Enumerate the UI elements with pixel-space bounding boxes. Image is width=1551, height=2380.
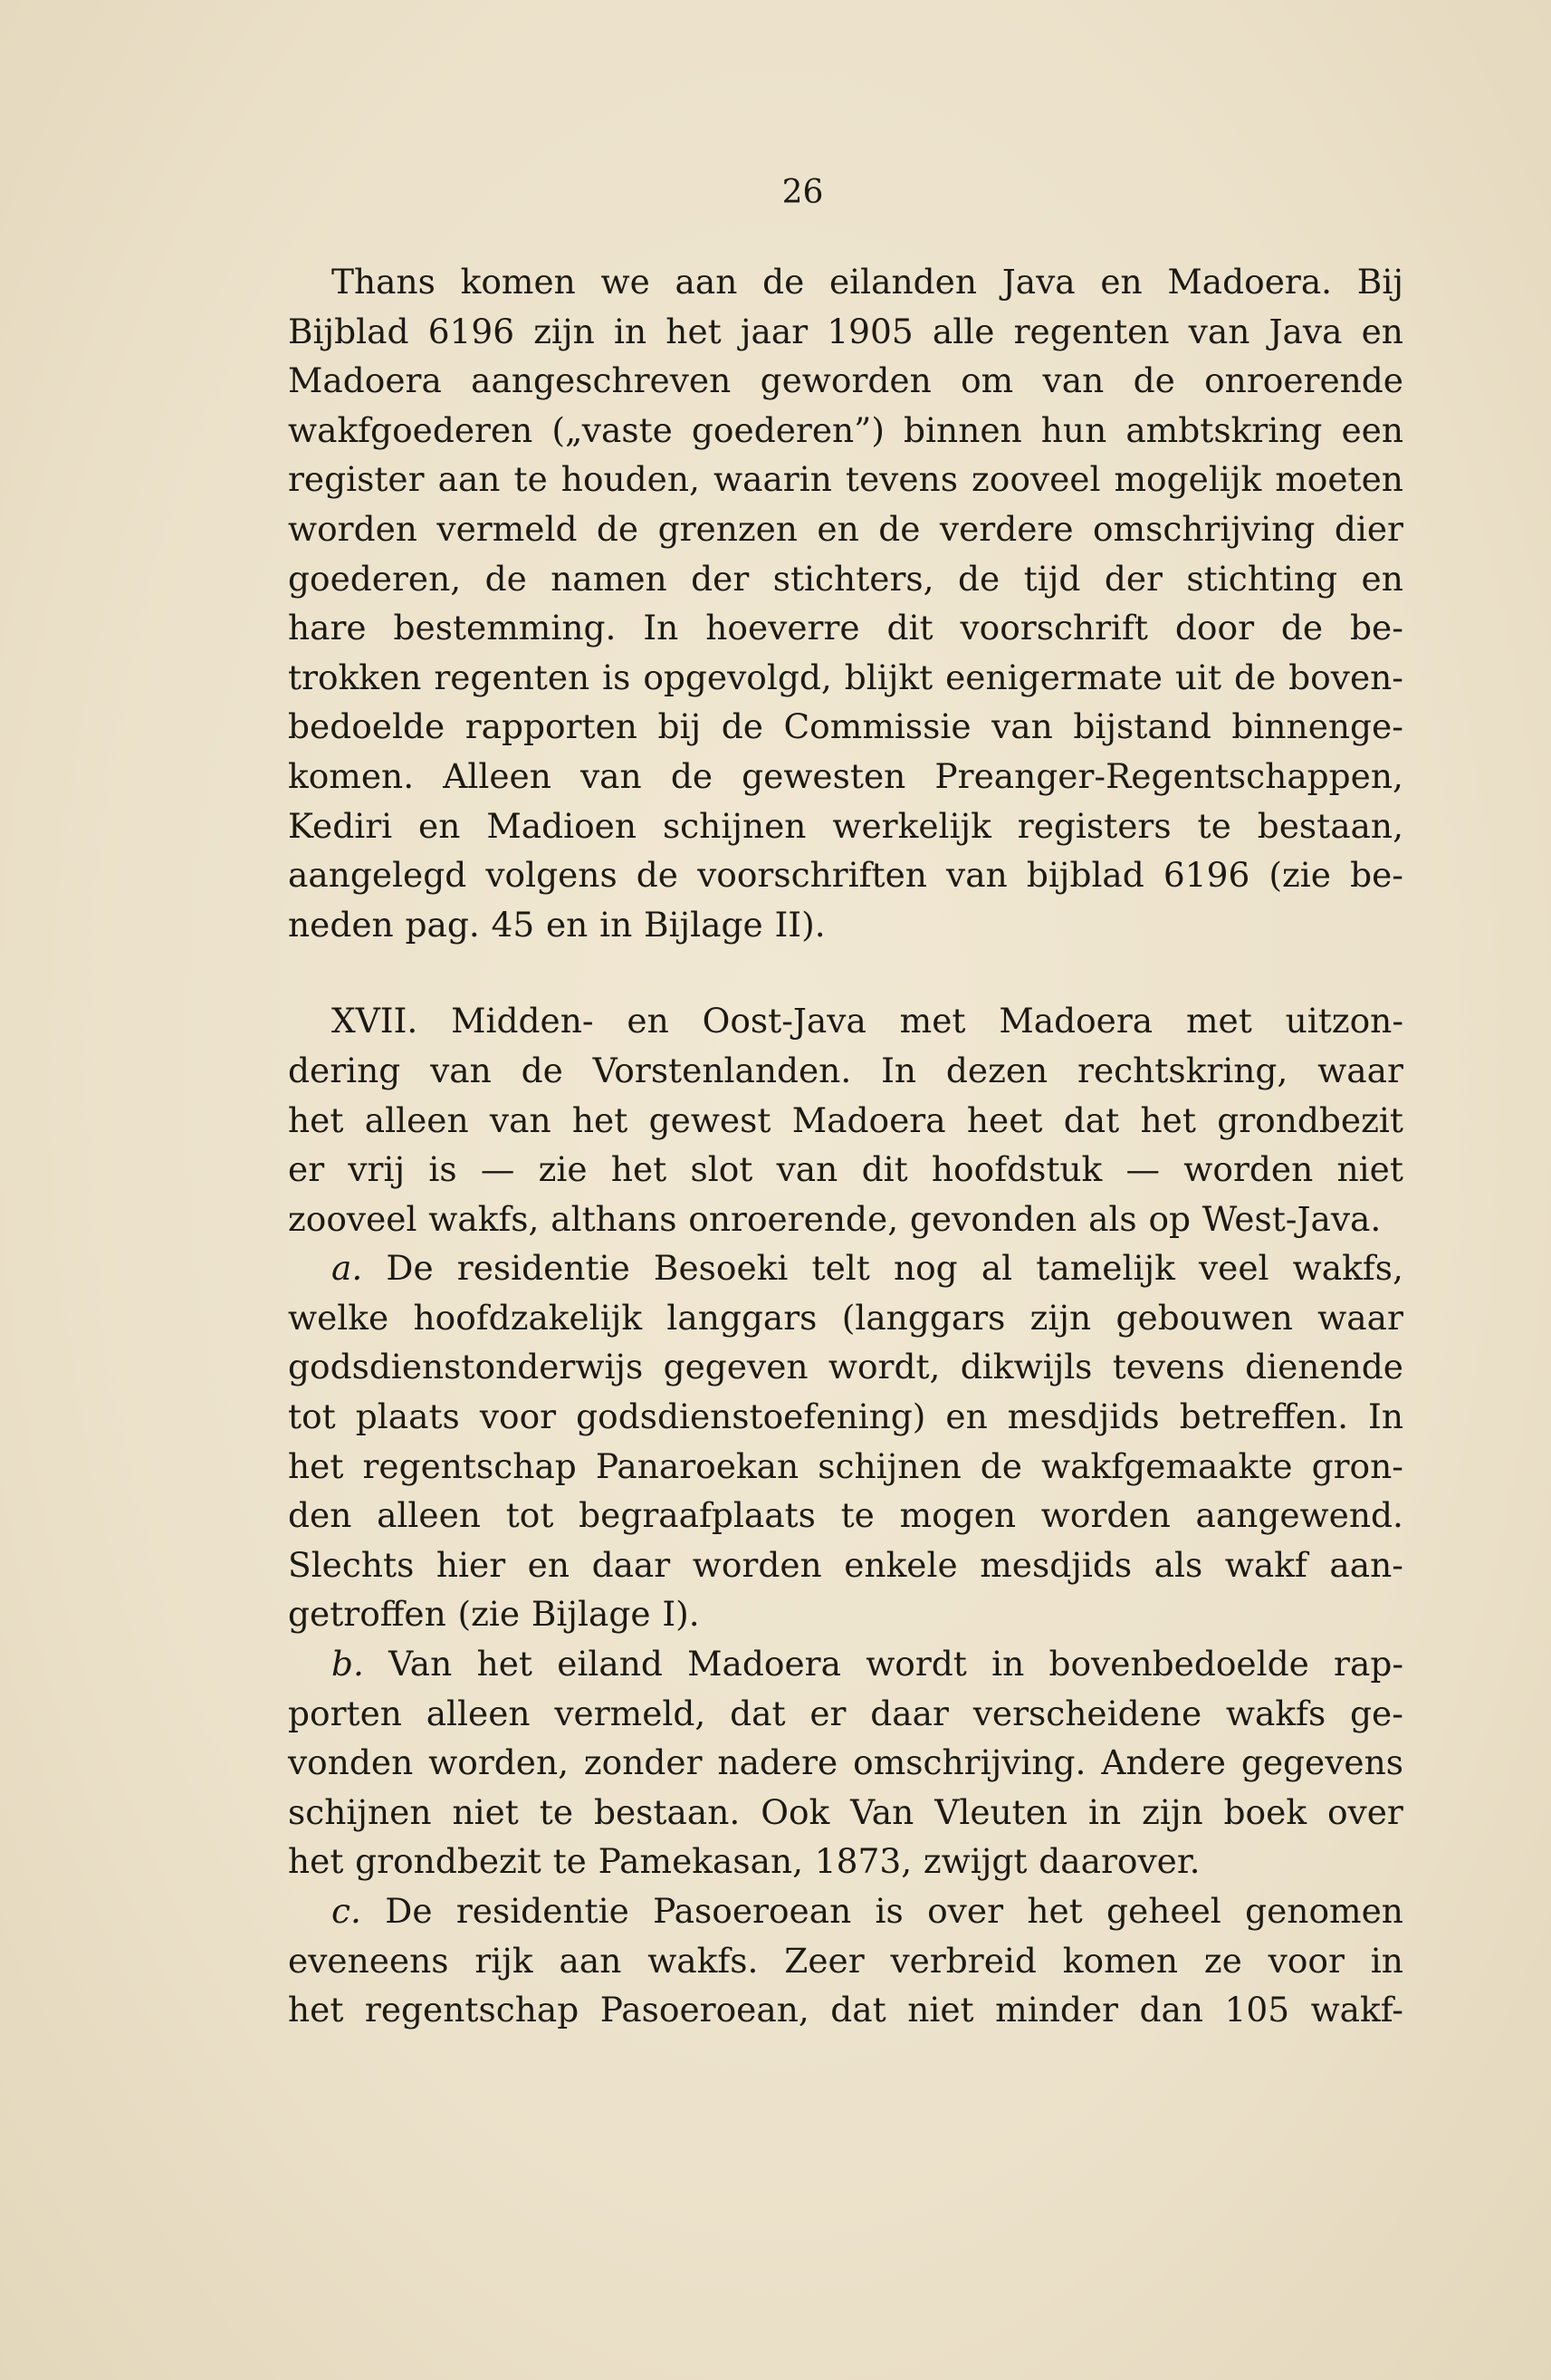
text-line: Bijblad 6196 zijn in het jaar 1905 alle regenten van Java en bbox=[288, 311, 1403, 351]
text-line: tot plaats voor godsdienstoefening) en mesdjids betreffen. In bbox=[288, 1396, 1403, 1437]
text-line: Thans komen we aan de eilanden Java en Madoera. Bij bbox=[331, 262, 1403, 302]
text-line: b. Van het eiland Madoera wordt in bovenbedoelde rap- bbox=[288, 1639, 1403, 1689]
text-line: XVII. Midden- en Oost-Java met Madoera met uitzon- bbox=[331, 1001, 1403, 1041]
text-line: godsdienstonderwijs gegeven wordt, dikwijls tevens dienende bbox=[288, 1347, 1403, 1387]
text-line: Kediri en Madioen schijnen werkelijk registers te bestaan, bbox=[288, 805, 1403, 846]
text-line: vonden worden, zonder nadere omschrijving. Andere gegevens bbox=[288, 1742, 1403, 1783]
enumeration-label: a. bbox=[331, 1248, 363, 1289]
text-line: schijnen niet te bestaan. Ook Van Vleuten in zijn boek over bbox=[288, 1791, 1403, 1832]
text-line: wakfgoederen („vaste goederen”) binnen hun ambtskring een bbox=[288, 409, 1403, 450]
text-line: welke hoofdzakelijk langgars (langgars zijn gebouwen waar bbox=[288, 1297, 1403, 1338]
paragraph-gap bbox=[288, 949, 1403, 996]
text-line: het alleen van het gewest Madoera heet dat het grondbezit bbox=[288, 1099, 1403, 1140]
text-line: porten alleen vermeld, dat er daar verscheidene wakfs ge- bbox=[288, 1693, 1403, 1733]
paragraph-p1 bbox=[288, 257, 1403, 949]
text-line: dering van de Vorstenlanden. In dezen rechtskring, waar bbox=[288, 1050, 1403, 1090]
text-line: komen. Alleen van de gewesten Preanger-Regentschappen, bbox=[288, 755, 1403, 796]
text-line: goederen, de namen der stichters, de tijd der stichting en bbox=[288, 558, 1403, 599]
text-line: hare bestemming. In hoeverre dit voorschrift door de be- bbox=[288, 608, 1403, 648]
text-line: het regentschap Pasoeroean, dat niet minder dan 105 wakf- bbox=[288, 1990, 1403, 2030]
enumeration-label: c. bbox=[331, 1891, 361, 1931]
body-text bbox=[288, 257, 1403, 2035]
text-line: er vrij is — zie het slot van dit hoofdstuk — worden niet bbox=[288, 1149, 1403, 1190]
paragraph-p3 bbox=[288, 1243, 1403, 1639]
text-line: eveneens rijk aan wakfs. Zeer verbreid komen ze voor in bbox=[288, 1940, 1403, 1981]
text-line: Madoera aangeschreven geworden om van de onroerende bbox=[288, 360, 1403, 401]
text-line: trokken regenten is opgevolgd, blijkt eenigermate uit de boven- bbox=[288, 657, 1403, 697]
text-line: Slechts hier en daar worden enkele mesdjids als wakf aan- bbox=[288, 1544, 1403, 1585]
text-line: worden vermeld de grenzen en de verdere omschrijving dier bbox=[288, 508, 1403, 549]
page-number: 26 bbox=[781, 174, 824, 211]
text-line: zooveel wakfs, althans onroerende, gevonden als op West-Java. bbox=[288, 1198, 1382, 1239]
text-line: den alleen tot begraafplaats te mogen worden aangewend. bbox=[288, 1495, 1403, 1536]
text-line: c. De residentie Pasoeroean is over het geheel genomen bbox=[288, 1886, 1403, 1936]
text-line: register aan te houden, waarin tevens zooveel mogelijk moeten bbox=[288, 459, 1403, 500]
paragraph-p5 bbox=[288, 1886, 1403, 2035]
text-line: neden pag. 45 en in Bijlage II). bbox=[288, 904, 826, 945]
paragraph-p4 bbox=[288, 1639, 1403, 1886]
text-line: getroffen (zie Bijlage I). bbox=[288, 1594, 700, 1635]
text-line: a. De residentie Besoeki telt nog al tamelijk veel wakfs, bbox=[288, 1243, 1403, 1293]
text-line: het grondbezit te Pamekasan, 1873, zwijgt daarover. bbox=[288, 1841, 1201, 1882]
paragraph-p2 bbox=[288, 996, 1403, 1243]
text-line: het regentschap Panaroekan schijnen de wakfgemaakte gron- bbox=[288, 1445, 1403, 1486]
text-line: bedoelde rapporten bij de Commissie van bijstand binnenge- bbox=[288, 706, 1403, 747]
text-line: aangelegd volgens de voorschriften van bijblad 6196 (zie be- bbox=[288, 855, 1403, 896]
enumeration-label: b. bbox=[331, 1644, 364, 1684]
